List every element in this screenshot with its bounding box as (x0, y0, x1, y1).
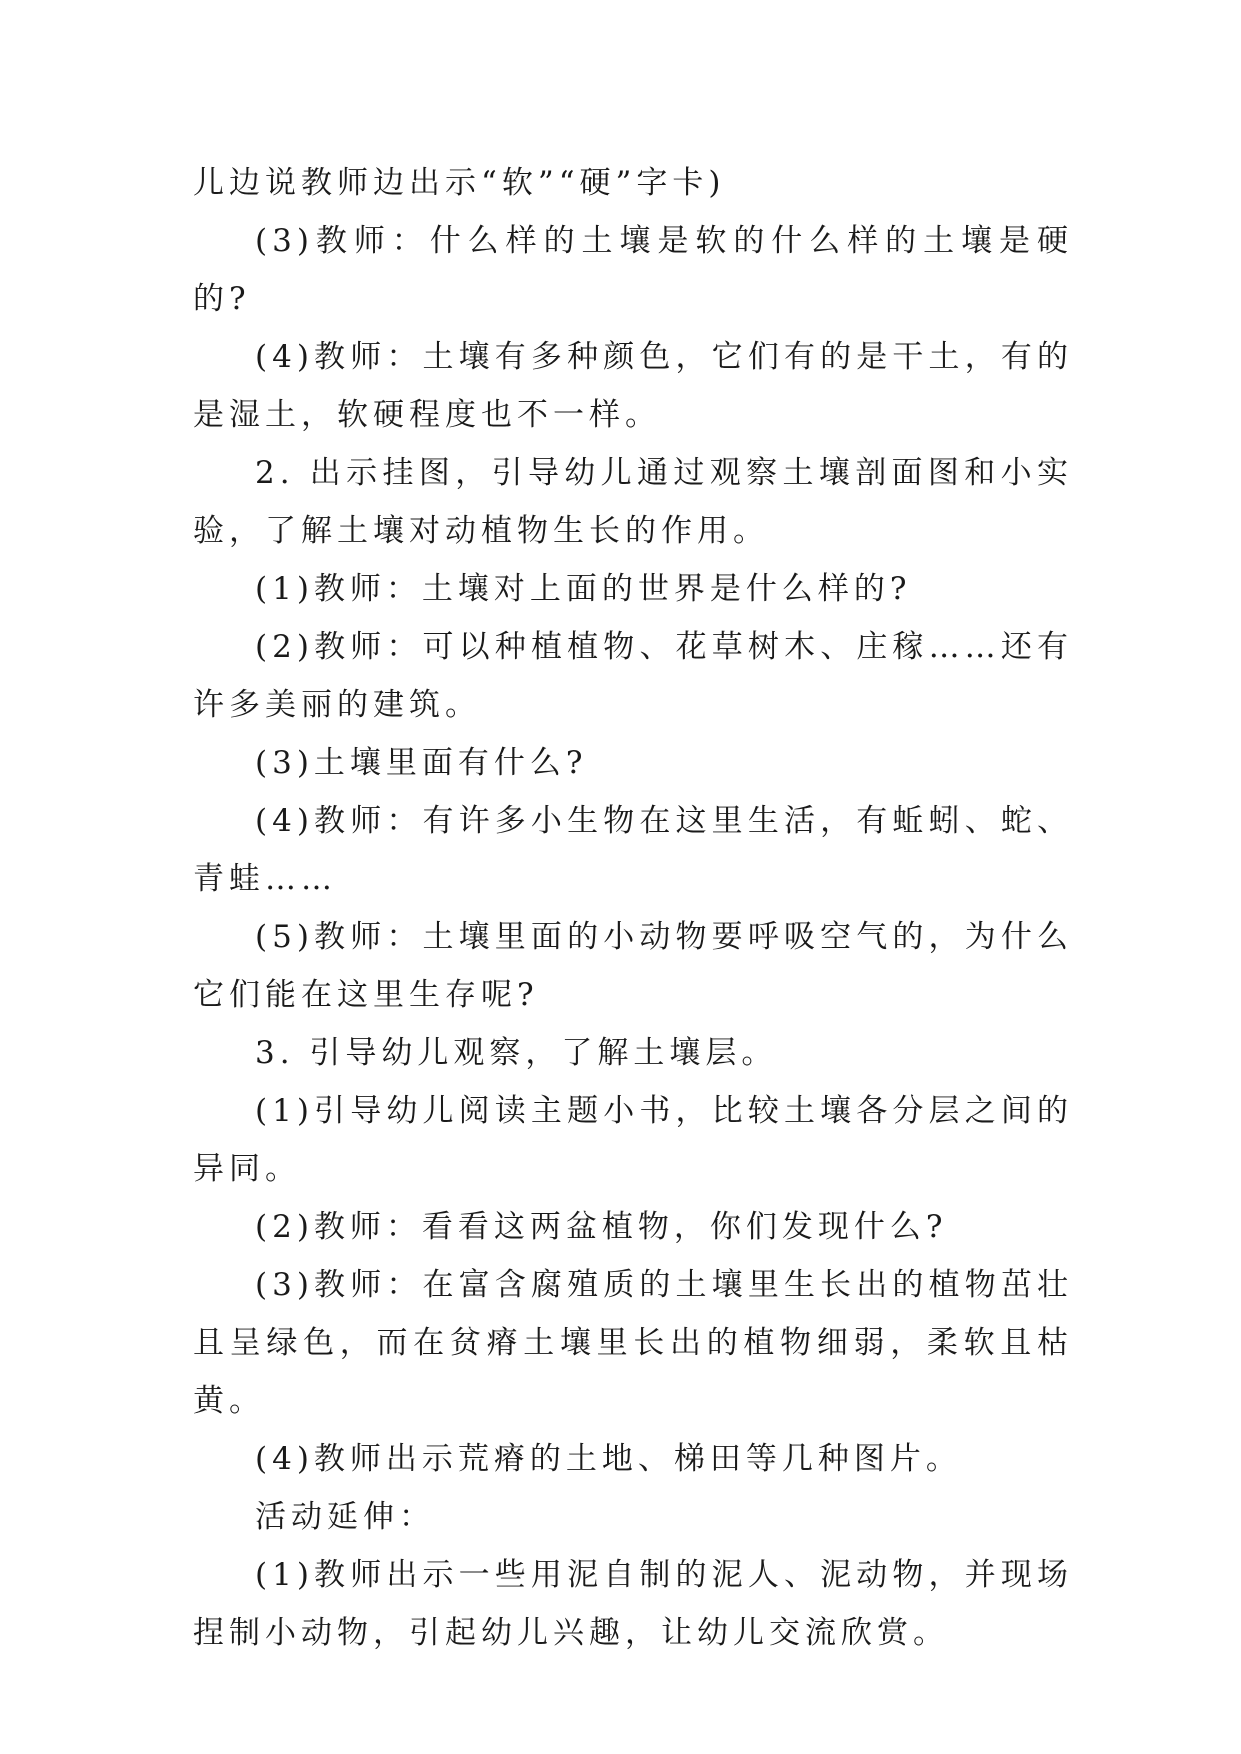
paragraph: (5)教师：土壤里面的小动物要呼吸空气的，为什么它们能在这里生存呢? (193, 919, 1073, 1013)
paragraph: (1)教师出示一些用泥自制的泥人、泥动物，并现场捏制小动物，引起幼儿兴趣，让幼儿交流欣赏。 (193, 1557, 1073, 1651)
paragraph: 2. 出示挂图，引导幼儿通过观察土壤剖面图和小实验，了解土壤对动植物生长的作用。 (193, 455, 1073, 549)
paragraph: (2)教师：看看这两盆植物，你们发现什么? (255, 1209, 948, 1245)
paragraph: (1)引导幼儿阅读主题小书，比较土壤各分层之间的异同。 (193, 1093, 1073, 1187)
paragraph: (4)教师：土壤有多种颜色，它们有的是干土，有的是湿土，软硬程度也不一样。 (193, 339, 1073, 433)
paragraph: (3)教师：什么样的土壤是软的什么样的土壤是硬的? (193, 223, 1073, 317)
paragraph: (1)教师：土壤对上面的世界是什么样的? (255, 571, 912, 607)
paragraph: (3)教师：在富含腐殖质的土壤里生长出的植物茁壮且呈绿色，而在贫瘠土壤里长出的植物细弱，柔软且枯黄。 (193, 1267, 1073, 1419)
paragraph: 活动延伸： (255, 1499, 435, 1535)
paragraph: 儿边说教师边出示“软”“硬”字卡) (193, 165, 726, 201)
paragraph: (3)土壤里面有什么? (255, 745, 588, 781)
document-body (193, 154, 1073, 1662)
paragraph: 3. 引导幼儿观察，了解土壤层。 (255, 1035, 778, 1071)
paragraph: (4)教师：有许多小生物在这里生活，有蚯蚓、蛇、青蛙…… (193, 803, 1073, 897)
paragraph: (2)教师：可以种植植物、花草树木、庄稼……还有许多美丽的建筑。 (193, 629, 1073, 723)
paragraph: (4)教师出示荒瘠的土地、梯田等几种图片。 (255, 1441, 962, 1477)
